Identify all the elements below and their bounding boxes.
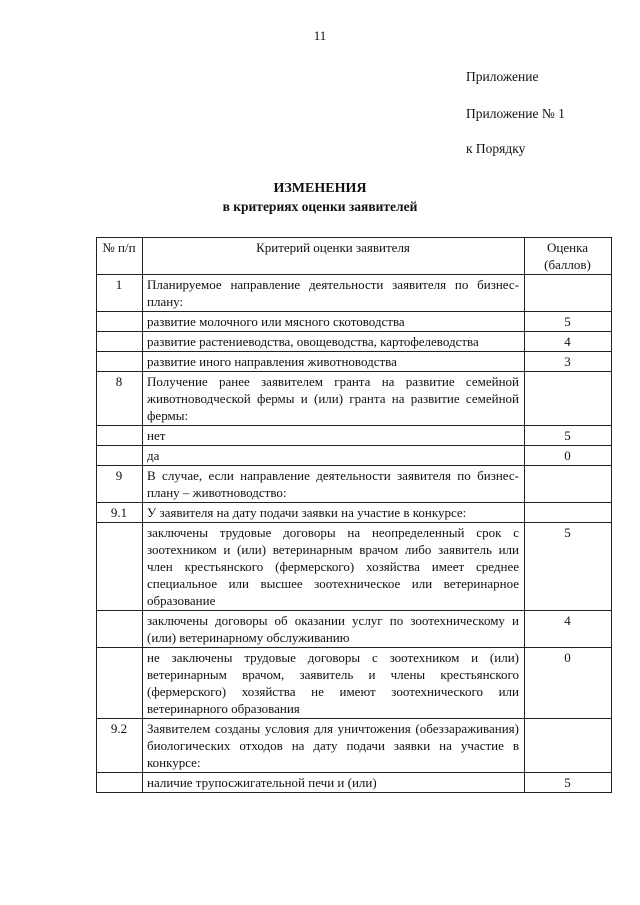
row-criterion: Заявителем созданы условия для уничтожения (обеззараживания) биологических отходов на дату подачи заявки на участие в конкурсе: [143, 719, 525, 773]
table-row [97, 332, 612, 352]
appendix-label: Приложение [466, 69, 539, 84]
row-score: 0 [525, 446, 612, 466]
row-number [97, 352, 143, 372]
row-criterion: да [143, 446, 525, 466]
row-score: 3 [525, 352, 612, 372]
row-criterion: не заключены трудовые договоры с зоотехником и (или) ветеринарным врачом, заявитель и члены крестьянского (фермерского) хозяйства не имеют зоотехнического или ветеринарного образования [143, 648, 525, 719]
table-row [97, 503, 612, 523]
table-row [97, 312, 612, 332]
appendix-reference: к Порядку [466, 141, 526, 156]
row-score: 5 [525, 523, 612, 611]
row-criterion: развитие молочного или мясного скотоводства [143, 312, 525, 332]
page-number: 11 [313, 28, 327, 43]
table-row [97, 719, 612, 773]
table-body [97, 275, 612, 793]
table-row [97, 426, 612, 446]
row-criterion: заключены договоры об оказании услуг по зоотехническому и (или) ветеринарному обслуживанию [143, 611, 525, 648]
row-criterion: У заявителя на дату подачи заявки на участие в конкурсе: [143, 503, 525, 523]
row-number: 1 [97, 275, 143, 312]
row-score: 4 [525, 332, 612, 352]
table-row [97, 523, 612, 611]
header-score: Оценка (баллов) [525, 238, 612, 275]
table-row [97, 773, 612, 793]
table-row [97, 466, 612, 503]
row-score: 0 [525, 648, 612, 719]
row-score [525, 372, 612, 426]
table-header-row [97, 238, 612, 275]
row-number [97, 332, 143, 352]
row-number: 9.1 [97, 503, 143, 523]
row-number [97, 312, 143, 332]
row-criterion: развитие растениеводства, овощеводства, картофелеводства [143, 332, 525, 352]
row-criterion: развитие иного направления животноводства [143, 352, 525, 372]
table-row [97, 611, 612, 648]
criteria-table [96, 237, 612, 793]
row-score [525, 719, 612, 773]
header-number: № п/п [97, 238, 143, 275]
row-score [525, 466, 612, 503]
row-score: 5 [525, 773, 612, 793]
row-criterion: Получение ранее заявителем гранта на развитие семейной животноводческой фермы и (или) гранта на развитие семейной фермы: [143, 372, 525, 426]
row-number [97, 611, 143, 648]
row-number [97, 523, 143, 611]
table-row [97, 352, 612, 372]
row-number: 8 [97, 372, 143, 426]
row-criterion: В случае, если направление деятельности заявителя по бизнес-плану – животноводство: [143, 466, 525, 503]
row-criterion: наличие трупосжигательной печи и (или) [143, 773, 525, 793]
document-subtitle: в критериях оценки заявителей [222, 199, 418, 214]
row-criterion: заключены трудовые договоры на неопределенный срок с зоотехником и (или) ветеринарным врачом либо заявитель или член крестьянского (фермерского) хозяйства имеет среднее специальное или высшее зоотехническое или ветеринарное образование [143, 523, 525, 611]
row-number [97, 426, 143, 446]
row-score [525, 503, 612, 523]
row-score: 5 [525, 312, 612, 332]
row-number: 9 [97, 466, 143, 503]
row-score: 4 [525, 611, 612, 648]
row-score [525, 275, 612, 312]
table-row [97, 372, 612, 426]
row-number [97, 773, 143, 793]
header-criterion: Критерий оценки заявителя [143, 238, 525, 275]
document-title: ИЗМЕНЕНИЯ [273, 181, 367, 196]
row-number: 9.2 [97, 719, 143, 773]
row-criterion: Планируемое направление деятельности заявителя по бизнес-плану: [143, 275, 525, 312]
row-number [97, 446, 143, 466]
row-criterion: нет [143, 426, 525, 446]
table-row [97, 275, 612, 312]
table-row [97, 446, 612, 466]
table-row [97, 648, 612, 719]
row-number [97, 648, 143, 719]
row-score: 5 [525, 426, 612, 446]
appendix-number: Приложение № 1 [466, 106, 565, 121]
